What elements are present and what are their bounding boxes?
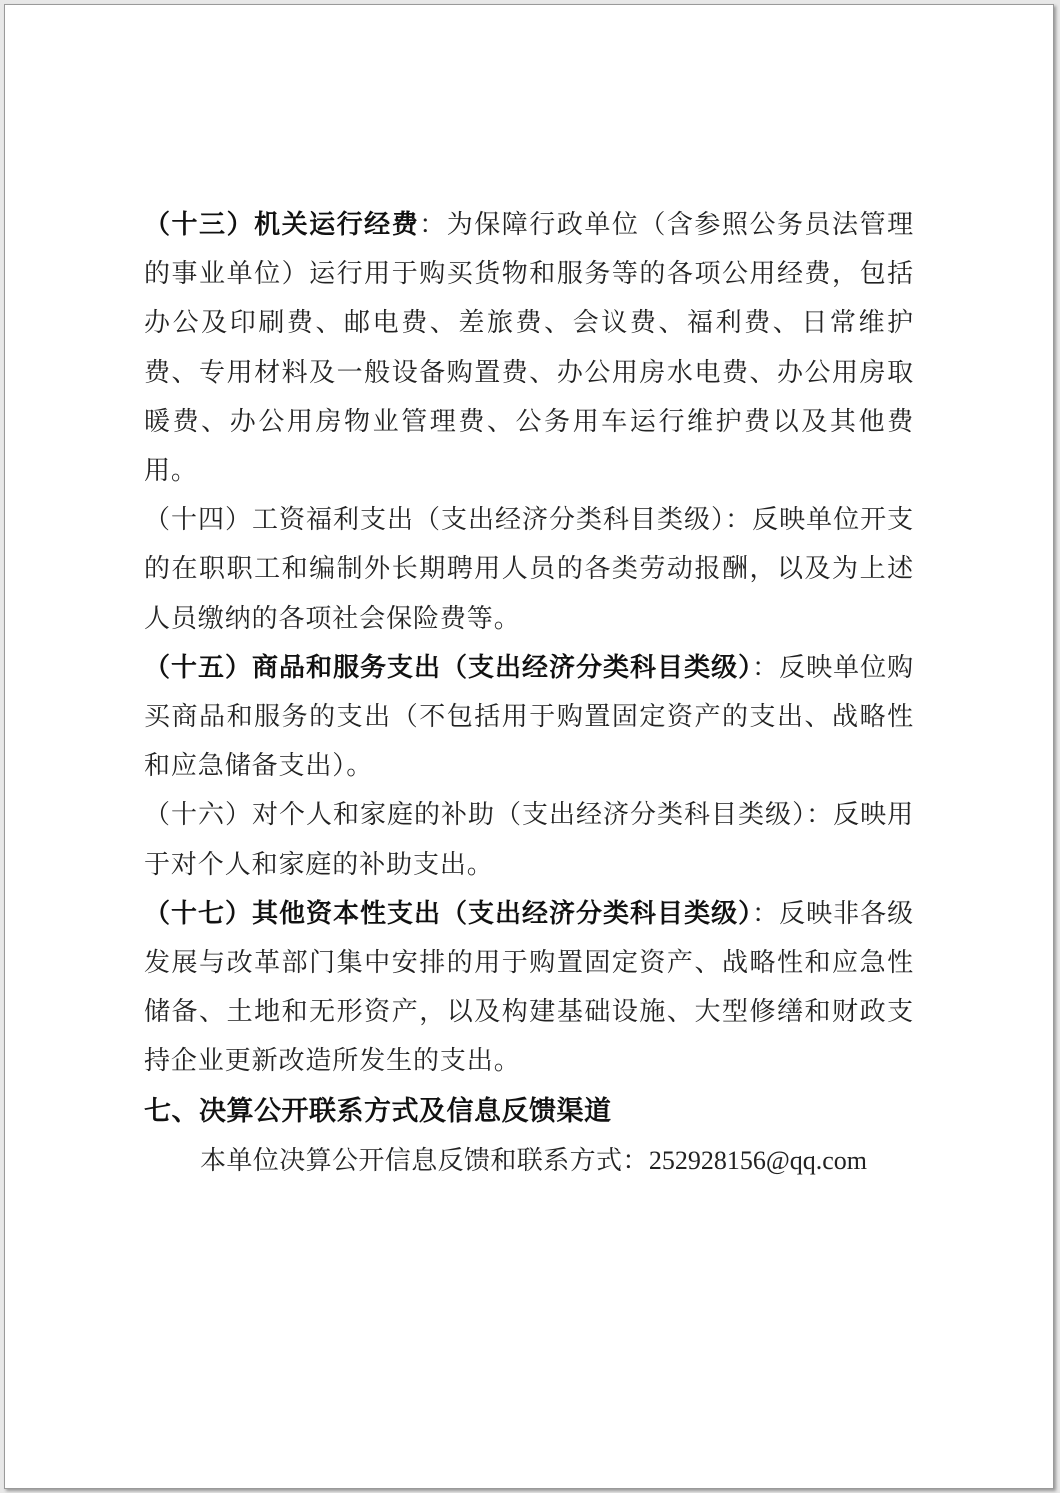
section-17-label: （十七）其他资本性支出（支出经济分类科目类级）	[144, 898, 753, 929]
section-15-label: （十五）商品和服务支出（支出经济分类科目类级）	[144, 652, 753, 683]
section-13-text: ：为保障行政单位（含参照公务员法管理的事业单位）运行用于购买货物和服务等的各项公用经费，包括办公及印刷费、邮电费、差旅费、会议费、福利费、日常维护 费、专用材料及一般设备购置费、办公用房水电费、办公用房取暖费、办公用房物业管理费、公务用车运行维护费以及其他费用。	[144, 210, 914, 487]
contact-email: 252928156@qq.com	[648, 1145, 868, 1175]
section-16-text: ：反映用于对个人和家庭的补助支出。	[144, 800, 914, 880]
section-17	[144, 890, 914, 1087]
section-14-label: （十四）工资福利支出（支出经济分类科目类级）	[144, 505, 726, 536]
section-17-text: ：反映非各级发展与改革部门集中安排的用于购置固定资产、战略性和应急性储备、土地和无形资产，以及构建基础设施、大型修缮和财政支持企业更新改造所发生的支出。	[144, 898, 914, 1077]
section-15	[144, 644, 914, 792]
section-13	[144, 201, 914, 496]
section-16-label: （十六）对个人和家庭的补助（支出经济分类科目类级）	[144, 800, 807, 831]
section-14-text: ：反映单位开支的在职职工和编制外长期聘用人员的各类劳动报酬，以及为上述人员缴纳的各项社会保险费等。	[144, 505, 914, 634]
section-15-text: ：反映单位购买商品和服务的支出（不包括用于购置固定资产的支出、战略性和应急储备支出）。	[144, 652, 914, 782]
contact-label: 本单位决算公开信息反馈和联系方式：	[200, 1145, 649, 1176]
contact-line	[144, 1136, 914, 1186]
document-body	[144, 201, 914, 1186]
section-13-label: （十三）机关运行经费	[144, 210, 420, 240]
section-16	[144, 791, 914, 889]
section-heading: 七、决算公开联系方式及信息反馈渠道	[144, 1095, 612, 1127]
document-page	[4, 4, 1054, 1489]
section-14	[144, 496, 914, 644]
